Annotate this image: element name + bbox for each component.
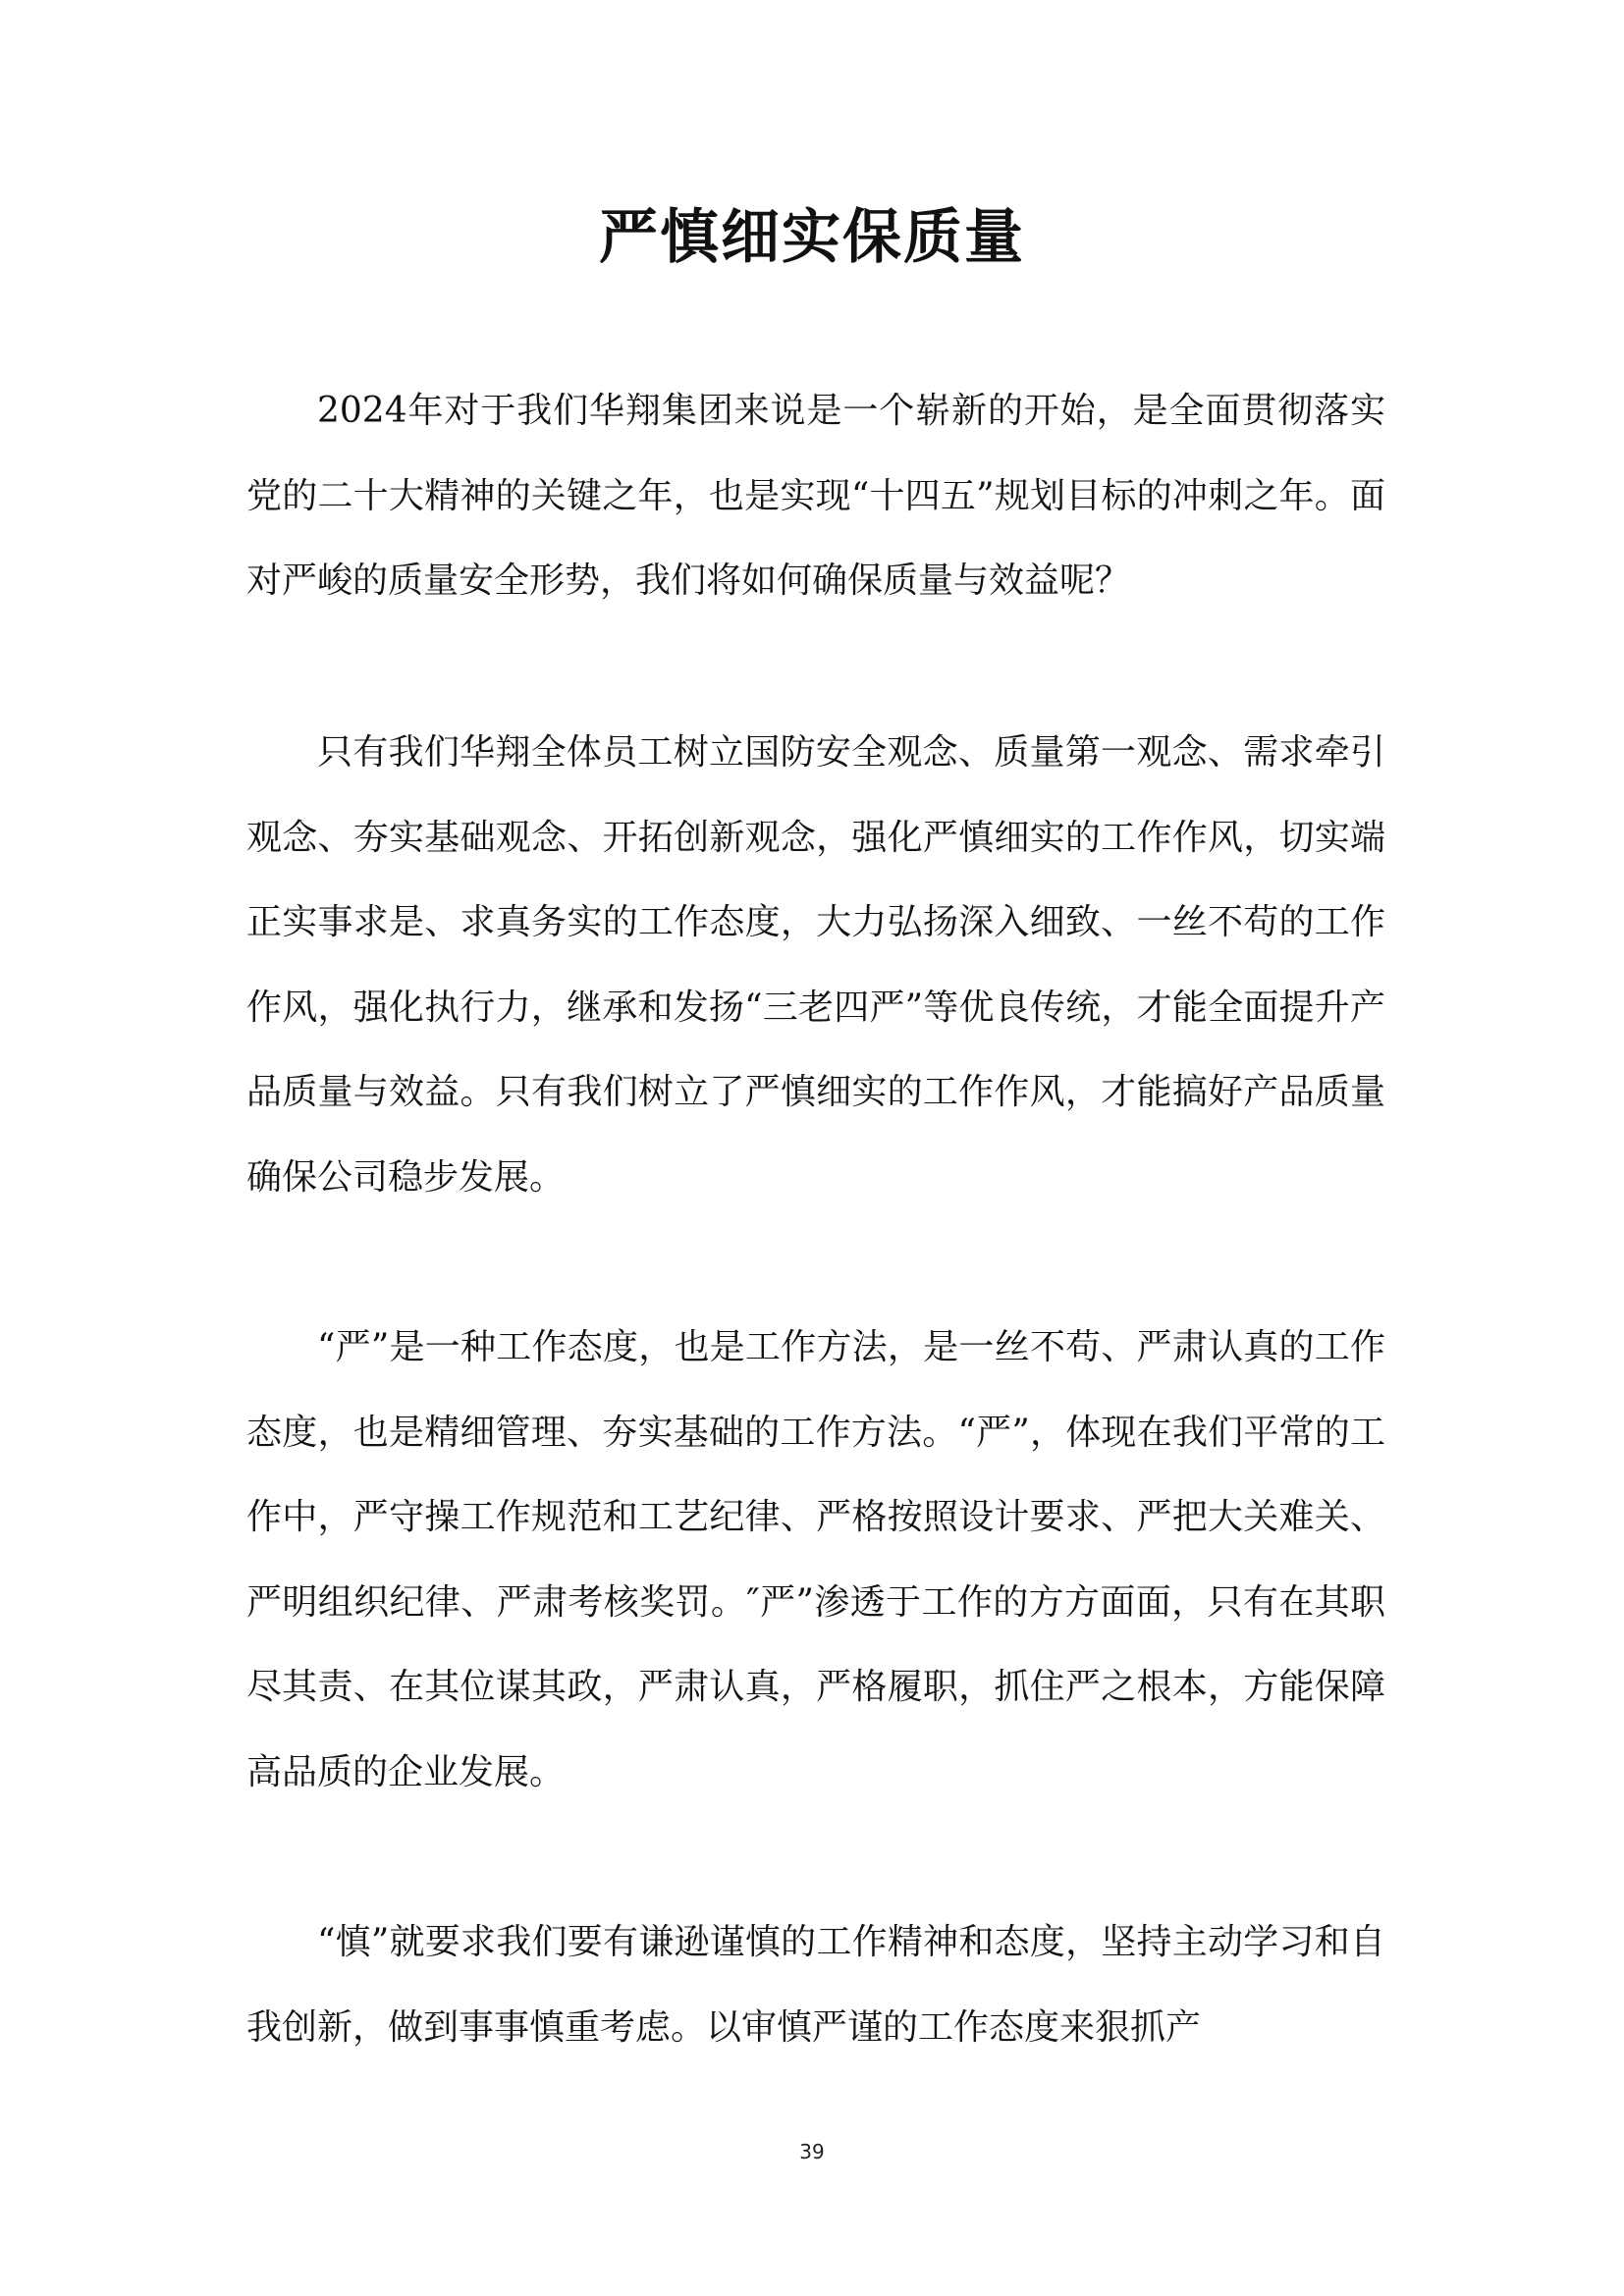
paragraph-work-style: 只有我们华翔全体员工树立国防安全观念、质量第一观念、需求牵引观念、夯实基础观念、开拓创新观念，强化严慎细实的工作作风，切实端正实事求是、求真务实的工作态度，大力弘扬深入细致、一丝不苟的工作作风，强化执行力，继承和发扬“三老四严”等优良传统，才能全面提升产品质量与效益。只有我们树立了严慎细实的工作作风，才能搞好产品质量确保公司稳步发展。 (246, 732, 1385, 1198)
paragraph-intro: 2024年对于我们华翔集团来说是一个崭新的开始，是全面贯彻落实党的二十大精神的关键之年，也是实现“十四五”规划目标的冲刺之年。面对严峻的质量安全形势，我们将如何确保质量与效益呢？ (246, 391, 1385, 601)
paragraph-prudent: “慎”就要求我们要有谦逊谨慎的工作精神和态度，坚持主动学习和自我创新，做到事事慎重考虑。以审慎严谨的工作态度来狠抓产 (246, 1922, 1385, 2048)
page-title: 严慎细实保质量 (599, 203, 1025, 272)
page-number: 39 (799, 2140, 825, 2163)
paragraph-strict: “严”是一种工作态度，也是工作方法，是一丝不苟、严肃认真的工作态度，也是精细管理、夯实基础的工作方法。“严”，体现在我们平常的工作中，严守操工作规范和工艺纪律、严格按照设计要求、严把大关难关、严明组织纪律、严肃考核奖罚。″严”渗透于工作的方方面面，只有在其职尽其责、在其位谋其政，严肃认真，严格履职，抓住严之根本，方能保障高品质的企业发展。 (246, 1327, 1385, 1792)
